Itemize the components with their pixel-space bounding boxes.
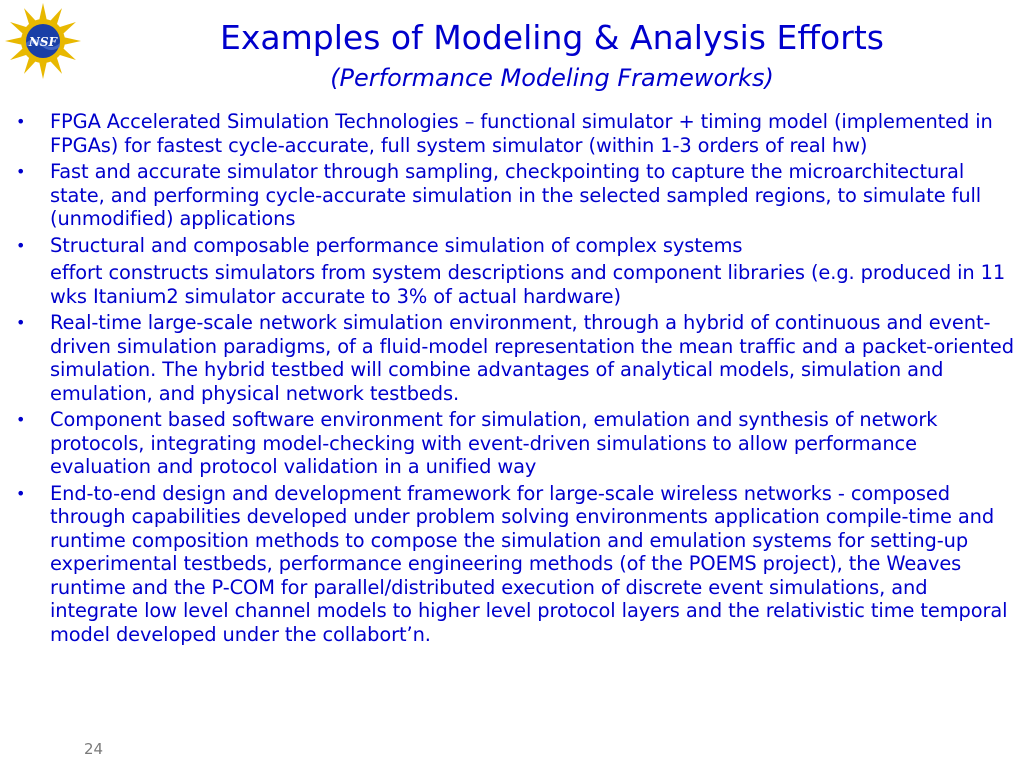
bullet-marker: • — [16, 162, 26, 181]
bullet-marker: • — [16, 483, 26, 503]
bullet-item — [0, 482, 1024, 647]
page-title: Examples of Modeling & Analysis Efforts — [220, 18, 884, 57]
bullet-item — [0, 110, 1024, 157]
bullet-item — [0, 160, 1024, 231]
bullet-marker: • — [16, 313, 26, 332]
page-subtitle: (Performance Modeling Frameworks) — [330, 64, 774, 92]
bullet-item — [0, 408, 1024, 479]
page-number: 24 — [84, 740, 104, 758]
bullet-text: Fast and accurate simulator through sampling, checkpointing to capture the microarchitectural state, and performing cycle-accurate simulation in the selected sampled regions, to simulate full (unmodified) applications — [50, 160, 982, 230]
bullet-marker: • — [16, 235, 26, 255]
bullet-list — [0, 110, 1024, 649]
bullet-text: FPGA Accelerated Simulation Technologies – functional simulator + timing model (implemented in FPGAs) for fastest cycle-accurate, full system simulator (within 1-3 orders of real hw) — [50, 110, 993, 157]
logo-text: NSF — [28, 35, 58, 49]
bullet-text: End-to-end design and development framework for large-scale wireless networks - composed through capabilities developed under problem solving environments application compile-time and runtime composition methods to compose the simulation and emulation systems for setting-up experimental testbeds, performance engineering methods (of the POEMS project), the Weaves runtime and the P-COM for parallel/distributed execution of discrete event simulations, and integrate low level channel models to higher level protocol layers and the relativistic time temporal model developed under the collabort’n. — [50, 481, 1008, 646]
bullet-item — [0, 234, 1024, 309]
bullet-text: Component based software environment for simulation, emulation and synthesis of network protocols, integrating model-checking with event-driven simulations to allow performance evaluation and protocol validation in a unified way — [50, 408, 938, 478]
bullet-marker: • — [16, 410, 26, 429]
bullet-marker: • — [16, 112, 26, 131]
nsf-logo — [4, 2, 82, 80]
bullet-item — [0, 311, 1024, 405]
bullet-text: Real-time large-scale network simulation environment, through a hybrid of continuous and event-driven simulation paradigms, of a fluid-model representation the mean traffic and a packet-oriented simulation. The hybrid testbed will combine advantages of analytical models, simulation and emulation, and physical network testbeds. — [50, 311, 1014, 405]
bullet-continuation: effort constructs simulators from system descriptions and component libraries (e.g. produced in 11 wks Itanium2 simulator accurate to 3% of actual hardware) — [50, 261, 1006, 308]
bullet-text: Structural and composable performance simulation of complex systems — [50, 233, 743, 257]
